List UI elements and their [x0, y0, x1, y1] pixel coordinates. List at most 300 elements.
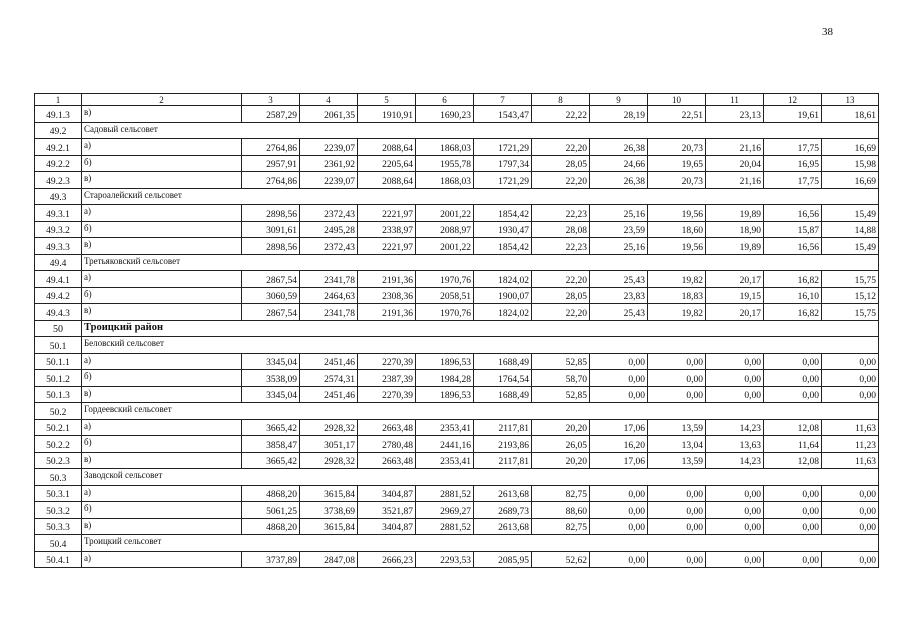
- value-cell: 2764,86: [242, 139, 300, 156]
- value-cell: 25,43: [590, 304, 648, 321]
- value-cell: 19,56: [648, 205, 706, 222]
- table-row: [35, 238, 879, 255]
- value-cell: 2451,46: [300, 353, 358, 370]
- section-title: Третьяковский сельсовет: [82, 254, 879, 271]
- row-code: 50.2.1: [35, 419, 82, 436]
- value-cell: 19,65: [648, 155, 706, 172]
- row-code: 50: [35, 320, 82, 337]
- value-cell: 2957,91: [242, 155, 300, 172]
- row-code: 50.1.1: [35, 353, 82, 370]
- section-title: Троицкий сельсовет: [82, 535, 879, 552]
- row-code: 49.4: [35, 254, 82, 271]
- column-header: 8: [532, 94, 590, 106]
- table-row: [35, 419, 879, 436]
- column-header: 4: [300, 94, 358, 106]
- column-header: 2: [82, 94, 242, 106]
- column-header: 5: [358, 94, 416, 106]
- value-cell: 3345,04: [242, 353, 300, 370]
- row-code: 50.3.3: [35, 518, 82, 535]
- value-cell: 19,82: [648, 304, 706, 321]
- value-cell: 2088,64: [358, 172, 416, 189]
- value-cell: 16,82: [764, 304, 822, 321]
- row-code: 50.1.3: [35, 386, 82, 403]
- value-cell: 2191,36: [358, 271, 416, 288]
- row-variant: в): [82, 304, 242, 321]
- value-cell: 22,23: [532, 205, 590, 222]
- row-code: 50.1: [35, 337, 82, 354]
- value-cell: 3665,42: [242, 419, 300, 436]
- value-cell: 0,00: [648, 386, 706, 403]
- table-row: [35, 221, 879, 238]
- value-cell: 2085,95: [474, 551, 532, 568]
- value-cell: 20,20: [532, 419, 590, 436]
- row-variant: б): [82, 221, 242, 238]
- value-cell: 2928,32: [300, 452, 358, 469]
- row-code: 50.4: [35, 535, 82, 552]
- value-cell: 3091,61: [242, 221, 300, 238]
- value-cell: 4868,20: [242, 485, 300, 502]
- value-cell: 1824,02: [474, 304, 532, 321]
- row-variant: а): [82, 205, 242, 222]
- value-cell: 0,00: [706, 370, 764, 387]
- column-header: 7: [474, 94, 532, 106]
- column-header: 10: [648, 94, 706, 106]
- value-cell: 1896,53: [416, 386, 474, 403]
- value-cell: 19,89: [706, 238, 764, 255]
- value-cell: 3404,87: [358, 518, 416, 535]
- value-cell: 18,60: [648, 221, 706, 238]
- table-row: [35, 370, 879, 387]
- row-code: 49.3: [35, 188, 82, 205]
- value-cell: 2881,52: [416, 485, 474, 502]
- value-cell: 14,23: [706, 452, 764, 469]
- value-cell: 2001,22: [416, 205, 474, 222]
- value-cell: 2293,53: [416, 551, 474, 568]
- value-cell: 2387,39: [358, 370, 416, 387]
- value-cell: 0,00: [822, 518, 879, 535]
- value-cell: 0,00: [764, 502, 822, 519]
- value-cell: 23,83: [590, 287, 648, 304]
- row-variant: б): [82, 155, 242, 172]
- value-cell: 0,00: [590, 502, 648, 519]
- value-cell: 58,70: [532, 370, 590, 387]
- value-cell: 1984,28: [416, 370, 474, 387]
- value-cell: 0,00: [822, 502, 879, 519]
- row-code: 50.3: [35, 469, 82, 486]
- value-cell: 12,08: [764, 419, 822, 436]
- value-cell: 0,00: [648, 518, 706, 535]
- value-cell: 17,75: [764, 172, 822, 189]
- value-cell: 2867,54: [242, 271, 300, 288]
- value-cell: 22,22: [532, 106, 590, 123]
- value-cell: 2613,68: [474, 518, 532, 535]
- section-row: [35, 469, 879, 486]
- value-cell: 0,00: [706, 502, 764, 519]
- value-cell: 13,04: [648, 436, 706, 453]
- table-row: [35, 172, 879, 189]
- value-cell: 28,05: [532, 155, 590, 172]
- value-cell: 21,16: [706, 172, 764, 189]
- value-cell: 15,98: [822, 155, 879, 172]
- section-row: [35, 188, 879, 205]
- value-cell: 17,06: [590, 452, 648, 469]
- value-cell: 15,49: [822, 205, 879, 222]
- section-row: [35, 122, 879, 139]
- value-cell: 16,56: [764, 205, 822, 222]
- row-code: 49.1.3: [35, 106, 82, 123]
- value-cell: 22,20: [532, 271, 590, 288]
- value-cell: 3521,87: [358, 502, 416, 519]
- value-cell: 1900,07: [474, 287, 532, 304]
- row-code: 49.4.3: [35, 304, 82, 321]
- value-cell: 52,85: [532, 353, 590, 370]
- row-variant: в): [82, 518, 242, 535]
- section-title: Гордеевский сельсовет: [82, 403, 879, 420]
- row-code: 49.2.2: [35, 155, 82, 172]
- row-code: 50.2.2: [35, 436, 82, 453]
- value-cell: 26,38: [590, 139, 648, 156]
- row-variant: б): [82, 436, 242, 453]
- row-code: 50.3.2: [35, 502, 82, 519]
- value-cell: 1930,47: [474, 221, 532, 238]
- value-cell: 2613,68: [474, 485, 532, 502]
- value-cell: 1543,47: [474, 106, 532, 123]
- column-header: 1: [35, 94, 82, 106]
- value-cell: 3538,09: [242, 370, 300, 387]
- value-cell: 2574,31: [300, 370, 358, 387]
- value-cell: 14,88: [822, 221, 879, 238]
- value-cell: 19,89: [706, 205, 764, 222]
- value-cell: 20,17: [706, 271, 764, 288]
- value-cell: 2898,56: [242, 205, 300, 222]
- value-cell: 0,00: [706, 551, 764, 568]
- value-cell: 26,05: [532, 436, 590, 453]
- table-row: [35, 155, 879, 172]
- row-variant: в): [82, 172, 242, 189]
- value-cell: 3738,69: [300, 502, 358, 519]
- value-cell: 19,15: [706, 287, 764, 304]
- value-cell: 13,59: [648, 419, 706, 436]
- value-cell: 11,63: [822, 419, 879, 436]
- value-cell: 2338,97: [358, 221, 416, 238]
- value-cell: 2088,97: [416, 221, 474, 238]
- value-cell: 2308,36: [358, 287, 416, 304]
- section-title: Садовый сельсовет: [82, 122, 879, 139]
- value-cell: 15,12: [822, 287, 879, 304]
- table-row: [35, 452, 879, 469]
- value-cell: 28,19: [590, 106, 648, 123]
- value-cell: 19,61: [764, 106, 822, 123]
- value-cell: 0,00: [764, 386, 822, 403]
- value-cell: 23,13: [706, 106, 764, 123]
- value-cell: 18,90: [706, 221, 764, 238]
- row-code: 49.3.1: [35, 205, 82, 222]
- table-row: [35, 551, 879, 568]
- value-cell: 0,00: [822, 485, 879, 502]
- value-cell: 2221,97: [358, 205, 416, 222]
- table-row: [35, 304, 879, 321]
- row-variant: а): [82, 419, 242, 436]
- value-cell: 0,00: [590, 370, 648, 387]
- value-cell: 15,75: [822, 304, 879, 321]
- table-row: [35, 106, 879, 123]
- section-title: Староалейский сельсовет: [82, 188, 879, 205]
- value-cell: 2372,43: [300, 205, 358, 222]
- row-variant: в): [82, 106, 242, 123]
- value-cell: 22,20: [532, 304, 590, 321]
- value-cell: 2221,97: [358, 238, 416, 255]
- value-cell: 0,00: [590, 353, 648, 370]
- column-header: 11: [706, 94, 764, 106]
- row-variant: в): [82, 238, 242, 255]
- value-cell: 1721,29: [474, 139, 532, 156]
- row-variant: а): [82, 485, 242, 502]
- value-cell: 2001,22: [416, 238, 474, 255]
- value-cell: 52,62: [532, 551, 590, 568]
- value-cell: 28,05: [532, 287, 590, 304]
- value-cell: 2464,63: [300, 287, 358, 304]
- row-variant: б): [82, 502, 242, 519]
- value-cell: 19,82: [648, 271, 706, 288]
- tariff-table: [34, 93, 879, 568]
- value-cell: 3404,87: [358, 485, 416, 502]
- table-body: [35, 94, 879, 568]
- value-cell: 0,00: [590, 551, 648, 568]
- value-cell: 2205,64: [358, 155, 416, 172]
- row-code: 50.2: [35, 403, 82, 420]
- row-variant: а): [82, 139, 242, 156]
- value-cell: 18,83: [648, 287, 706, 304]
- value-cell: 22,20: [532, 139, 590, 156]
- column-header: 6: [416, 94, 474, 106]
- value-cell: 0,00: [822, 551, 879, 568]
- value-cell: 1854,42: [474, 205, 532, 222]
- value-cell: 2353,41: [416, 419, 474, 436]
- value-cell: 23,59: [590, 221, 648, 238]
- row-variant: а): [82, 551, 242, 568]
- row-code: 49.3.2: [35, 221, 82, 238]
- value-cell: 0,00: [706, 386, 764, 403]
- value-cell: 18,61: [822, 106, 879, 123]
- value-cell: 1910,91: [358, 106, 416, 123]
- value-cell: 1970,76: [416, 271, 474, 288]
- table-row: [35, 139, 879, 156]
- header-row: [35, 94, 879, 106]
- value-cell: 1868,03: [416, 172, 474, 189]
- row-code: 49.4.2: [35, 287, 82, 304]
- value-cell: 16,56: [764, 238, 822, 255]
- value-cell: 3060,59: [242, 287, 300, 304]
- value-cell: 5061,25: [242, 502, 300, 519]
- table-row: [35, 518, 879, 535]
- value-cell: 0,00: [706, 353, 764, 370]
- value-cell: 11,23: [822, 436, 879, 453]
- value-cell: 15,49: [822, 238, 879, 255]
- value-cell: 16,69: [822, 139, 879, 156]
- value-cell: 2441,16: [416, 436, 474, 453]
- row-variant: б): [82, 370, 242, 387]
- column-header: 3: [242, 94, 300, 106]
- section-title: Заводской сельсовет: [82, 469, 879, 486]
- value-cell: 52,85: [532, 386, 590, 403]
- value-cell: 0,00: [590, 485, 648, 502]
- value-cell: 16,20: [590, 436, 648, 453]
- value-cell: 2689,73: [474, 502, 532, 519]
- value-cell: 0,00: [764, 370, 822, 387]
- value-cell: 2663,48: [358, 452, 416, 469]
- value-cell: 2193,86: [474, 436, 532, 453]
- row-code: 50.3.1: [35, 485, 82, 502]
- row-code: 50.2.3: [35, 452, 82, 469]
- value-cell: 0,00: [648, 485, 706, 502]
- value-cell: 2061,35: [300, 106, 358, 123]
- value-cell: 1868,03: [416, 139, 474, 156]
- value-cell: 0,00: [648, 370, 706, 387]
- district-row: [35, 320, 879, 337]
- value-cell: 2058,51: [416, 287, 474, 304]
- value-cell: 0,00: [590, 518, 648, 535]
- value-cell: 20,04: [706, 155, 764, 172]
- row-variant: б): [82, 287, 242, 304]
- value-cell: 25,43: [590, 271, 648, 288]
- value-cell: 2495,28: [300, 221, 358, 238]
- row-variant: в): [82, 452, 242, 469]
- column-header: 13: [822, 94, 879, 106]
- section-title: Беловский сельсовет: [82, 337, 879, 354]
- value-cell: 2270,39: [358, 353, 416, 370]
- value-cell: 21,16: [706, 139, 764, 156]
- value-cell: 3051,17: [300, 436, 358, 453]
- value-cell: 12,08: [764, 452, 822, 469]
- row-code: 49.4.1: [35, 271, 82, 288]
- section-row: [35, 254, 879, 271]
- row-variant: а): [82, 353, 242, 370]
- row-code: 49.2.3: [35, 172, 82, 189]
- row-variant: в): [82, 386, 242, 403]
- value-cell: 2088,64: [358, 139, 416, 156]
- value-cell: 2764,86: [242, 172, 300, 189]
- value-cell: 13,63: [706, 436, 764, 453]
- value-cell: 16,82: [764, 271, 822, 288]
- value-cell: 1824,02: [474, 271, 532, 288]
- value-cell: 0,00: [764, 353, 822, 370]
- value-cell: 2780,48: [358, 436, 416, 453]
- page-number: 38: [822, 26, 833, 38]
- row-code: 49.2.1: [35, 139, 82, 156]
- value-cell: 26,38: [590, 172, 648, 189]
- value-cell: 3615,84: [300, 485, 358, 502]
- value-cell: 3858,47: [242, 436, 300, 453]
- value-cell: 28,08: [532, 221, 590, 238]
- value-cell: 22,51: [648, 106, 706, 123]
- value-cell: 82,75: [532, 485, 590, 502]
- value-cell: 15,87: [764, 221, 822, 238]
- value-cell: 1854,42: [474, 238, 532, 255]
- value-cell: 20,20: [532, 452, 590, 469]
- value-cell: 2341,78: [300, 271, 358, 288]
- value-cell: 0,00: [764, 551, 822, 568]
- table-row: [35, 287, 879, 304]
- value-cell: 0,00: [822, 370, 879, 387]
- value-cell: 3737,89: [242, 551, 300, 568]
- value-cell: 16,10: [764, 287, 822, 304]
- value-cell: 22,23: [532, 238, 590, 255]
- table-row: [35, 205, 879, 222]
- value-cell: 3665,42: [242, 452, 300, 469]
- row-code: 50.4.1: [35, 551, 82, 568]
- value-cell: 2666,23: [358, 551, 416, 568]
- row-code: 49.3.3: [35, 238, 82, 255]
- value-cell: 0,00: [706, 485, 764, 502]
- value-cell: 13,59: [648, 452, 706, 469]
- value-cell: 19,56: [648, 238, 706, 255]
- value-cell: 82,75: [532, 518, 590, 535]
- value-cell: 16,95: [764, 155, 822, 172]
- value-cell: 0,00: [764, 518, 822, 535]
- value-cell: 2451,46: [300, 386, 358, 403]
- section-row: [35, 403, 879, 420]
- value-cell: 0,00: [648, 551, 706, 568]
- value-cell: 22,20: [532, 172, 590, 189]
- value-cell: 0,00: [764, 485, 822, 502]
- value-cell: 0,00: [822, 353, 879, 370]
- table-row: [35, 271, 879, 288]
- value-cell: 0,00: [648, 502, 706, 519]
- value-cell: 2867,54: [242, 304, 300, 321]
- value-cell: 1688,49: [474, 386, 532, 403]
- value-cell: 14,23: [706, 419, 764, 436]
- value-cell: 24,66: [590, 155, 648, 172]
- value-cell: 2361,92: [300, 155, 358, 172]
- value-cell: 88,60: [532, 502, 590, 519]
- value-cell: 1955,78: [416, 155, 474, 172]
- value-cell: 1896,53: [416, 353, 474, 370]
- value-cell: 20,73: [648, 139, 706, 156]
- value-cell: 1970,76: [416, 304, 474, 321]
- row-variant: а): [82, 271, 242, 288]
- value-cell: 20,17: [706, 304, 764, 321]
- value-cell: 3615,84: [300, 518, 358, 535]
- value-cell: 2969,27: [416, 502, 474, 519]
- column-header: 9: [590, 94, 648, 106]
- value-cell: 17,06: [590, 419, 648, 436]
- value-cell: 2928,32: [300, 419, 358, 436]
- section-row: [35, 337, 879, 354]
- value-cell: 17,75: [764, 139, 822, 156]
- district-title: Троицкий район: [82, 320, 879, 337]
- value-cell: 25,16: [590, 238, 648, 255]
- value-cell: 2117,81: [474, 452, 532, 469]
- value-cell: 2341,78: [300, 304, 358, 321]
- value-cell: 3345,04: [242, 386, 300, 403]
- value-cell: 0,00: [590, 386, 648, 403]
- value-cell: 2353,41: [416, 452, 474, 469]
- table-row: [35, 386, 879, 403]
- value-cell: 0,00: [706, 518, 764, 535]
- value-cell: 2587,29: [242, 106, 300, 123]
- value-cell: 2239,07: [300, 139, 358, 156]
- value-cell: 2847,08: [300, 551, 358, 568]
- value-cell: 20,73: [648, 172, 706, 189]
- value-cell: 1797,34: [474, 155, 532, 172]
- value-cell: 2372,43: [300, 238, 358, 255]
- table-row: [35, 502, 879, 519]
- value-cell: 15,75: [822, 271, 879, 288]
- table-row: [35, 436, 879, 453]
- row-code: 49.2: [35, 122, 82, 139]
- section-row: [35, 535, 879, 552]
- value-cell: 2117,81: [474, 419, 532, 436]
